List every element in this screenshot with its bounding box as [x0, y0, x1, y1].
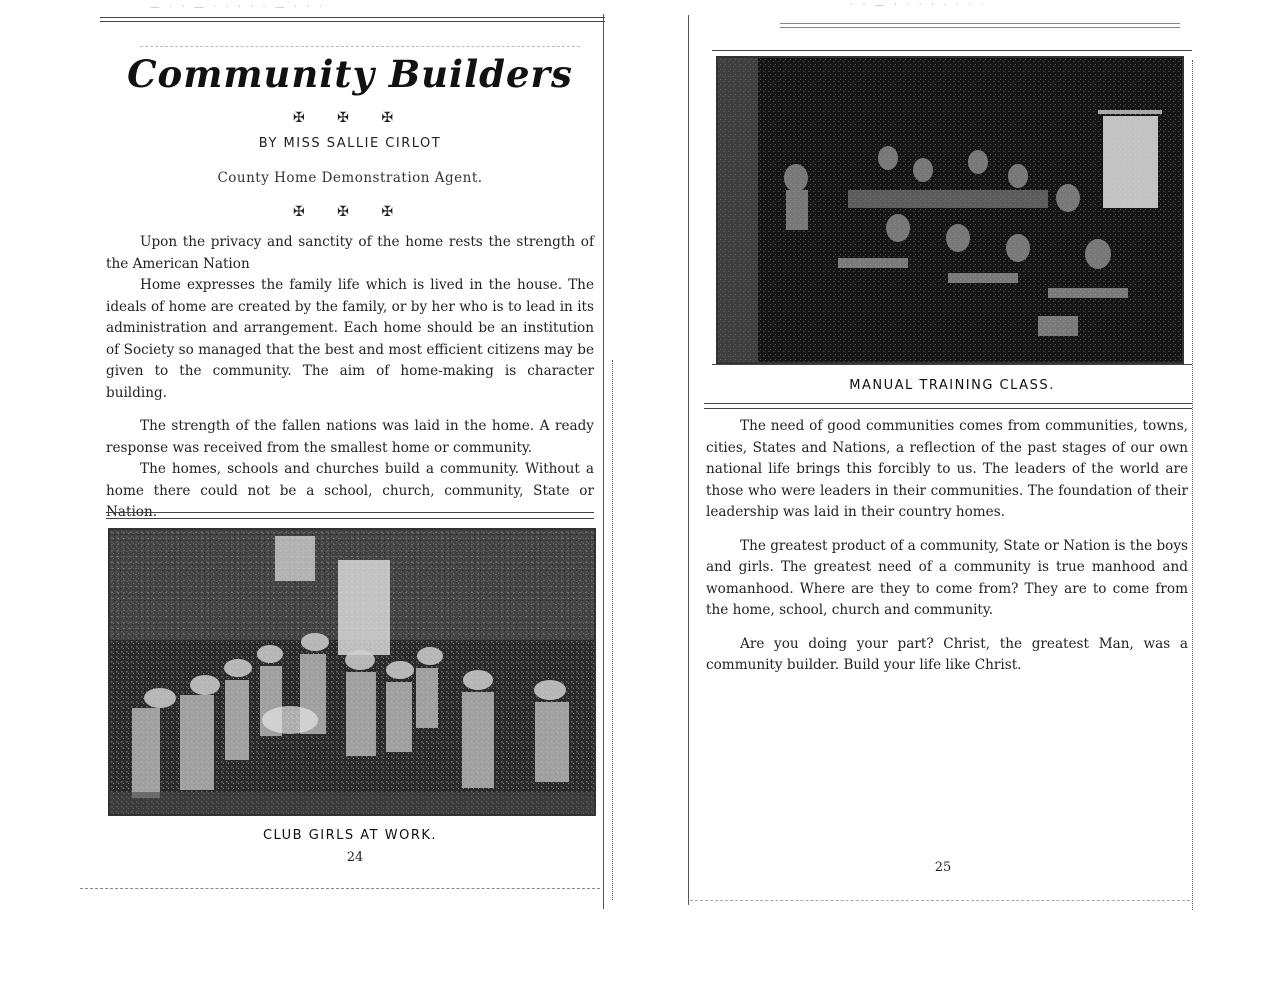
paragraph: The strength of the fallen nations was laid in the home. A ready response was received from the smallest home or community. — [106, 418, 594, 456]
page-number-left: 24 — [346, 850, 364, 865]
manual-training-photo — [716, 56, 1184, 364]
left-top-rule-2 — [100, 21, 605, 22]
left-running-head-smudge: — · · — · · · · · — · · · — [150, 2, 325, 13]
right-page-right-edge — [1192, 60, 1193, 910]
ornament-bottom: ✠ ✠ ✠ — [292, 204, 408, 220]
club-girls-photo-image — [110, 530, 594, 814]
right-top-rule-1 — [780, 23, 1180, 24]
paragraph: The homes, schools and churches build a community. Without a home there could not be a school, church, community, State or Nation. — [106, 461, 594, 520]
right-top-rule-2 — [780, 27, 1180, 28]
right-bottom-rule — [690, 900, 1190, 901]
author-byline: BY MISS SALLIE CIRLOT — [258, 136, 442, 151]
club-girls-caption: CLUB GIRLS AT WORK. — [262, 828, 438, 843]
paragraph: Home expresses the family life which is lived in the house. The ideals of home are created by the family, or by her who is to lead in its administration and arrangement. Each home should be an institution of Society so managed that the best and most efficient citizens may be given to the community. The aim of home-making is character building. — [106, 277, 594, 401]
right-photo-bottom-rule — [712, 364, 1192, 365]
right-page-left-edge — [688, 15, 689, 905]
paragraph: The need of good communities comes from communities, towns, cities, States and Nations, a reflection of the past stages of our own national life brings this forcibly to us. The leaders of the world are those who were leaders in their communities. The foundation of their leadership was laid in their country homes. — [706, 418, 1188, 520]
page-number-right: 25 — [934, 860, 952, 875]
article-title: Community Builders — [127, 52, 573, 96]
left-top-rule-1 — [100, 17, 605, 18]
ornament-top: ✠ ✠ ✠ — [292, 110, 408, 126]
left-bottom-rule — [80, 888, 600, 889]
author-title: County Home Demonstration Agent. — [217, 170, 483, 186]
right-text-top-rule-2 — [704, 408, 1192, 409]
right-article-body — [706, 416, 1188, 689]
paragraph: The greatest product of a community, State or Nation is the boys and girls. The greatest need of a community is true manhood and womanhood. Where are they to come from? They are to come from the home, school, church and community. — [706, 537, 1188, 618]
right-text-top-rule-1 — [704, 403, 1192, 404]
manual-training-photo-image — [718, 58, 1182, 362]
paragraph: Upon the privacy and sanctity of the home rests the strength of the American Nation — [106, 234, 594, 272]
club-girls-photo — [108, 528, 596, 816]
left-photo-top-rule-2 — [106, 518, 594, 519]
left-page-right-edge-dots — [612, 360, 613, 900]
left-page-right-edge — [603, 14, 604, 909]
manual-training-caption: MANUAL TRAINING CLASS. — [849, 378, 1055, 393]
right-running-head-smudge: · · — · · · · · · · · — [850, 0, 987, 11]
paragraph: Are you doing your part? Christ, the greatest Man, was a community builder. Build your life like Christ. — [706, 635, 1188, 673]
left-photo-top-rule-1 — [106, 512, 594, 513]
left-article-body — [106, 232, 594, 524]
left-top-rule-3 — [140, 46, 580, 47]
right-photo-top-rule — [712, 50, 1192, 51]
